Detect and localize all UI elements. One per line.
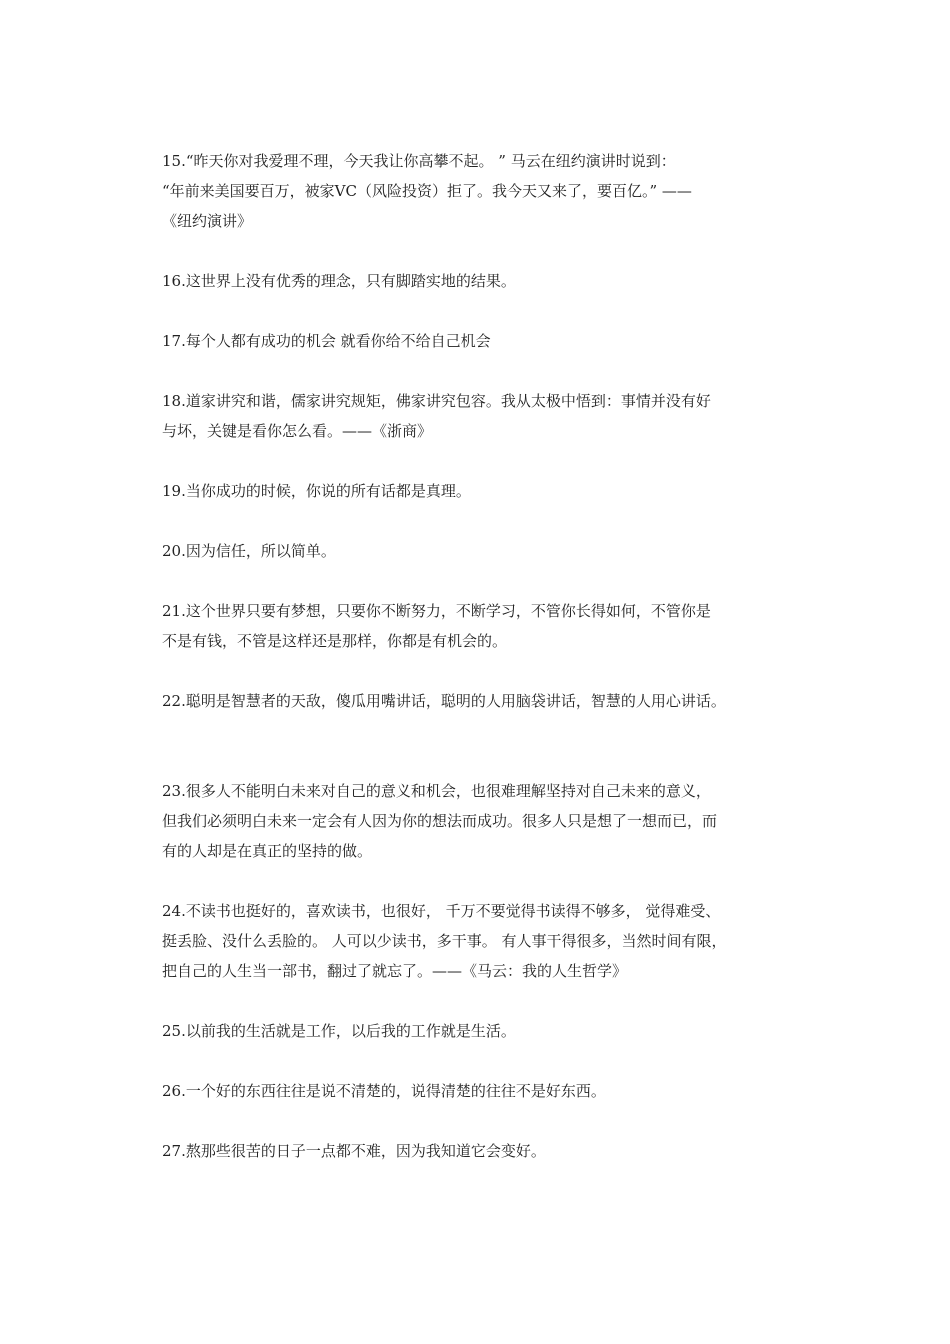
quote-line: 有的人却是在真正的坚持的做。	[162, 842, 373, 860]
quote-line: 16.这世界上没有优秀的理念，只有脚踏实地的结果。	[162, 272, 516, 290]
quote-22	[162, 686, 802, 716]
quote-line: 15.“昨天你对我爱理不理，今天我让你高攀不起。 ” 马云在纽约演讲时说到：	[162, 152, 676, 170]
quote-line: 26.一个好的东西往往是说不清楚的，说得清楚的往往不是好东西。	[162, 1082, 606, 1100]
quote-line: 《纽约演讲》	[162, 212, 253, 230]
quote-line: 24.不读书也挺好的，喜欢读书，也很好， 千万不要觉得书读得不够多， 觉得难受、	[162, 902, 721, 920]
quote-line: 但我们必须明白未来一定会有人因为你的想法而成功。很多人只是想了一想而已，而	[162, 812, 718, 830]
quote-line: 23.很多人不能明白未来对自己的意义和机会，也很难理解坚持对自己未来的意义，	[162, 782, 711, 800]
quote-21	[162, 596, 802, 656]
quote-line: 20.因为信任，所以简单。	[162, 542, 336, 560]
quote-line: 21.这个世界只要有梦想，只要你不断努力，不断学习，不管你长得如何，不管你是	[162, 602, 711, 620]
quote-line: 25.以前我的生活就是工作，以后我的工作就是生活。	[162, 1022, 516, 1040]
quote-line: 17.每个人都有成功的机会 就看你给不给自己机会	[162, 332, 491, 350]
quote-line: 19.当你成功的时候，你说的所有话都是真理。	[162, 482, 471, 500]
quote-25	[162, 1016, 802, 1046]
quote-line: 挺丢脸、没什么丢脸的。 人可以少读书，多干事。 有人事干得很多，当然时间有限，	[162, 932, 727, 950]
quote-18	[162, 386, 802, 446]
quote-line: 18.道家讲究和谐，儒家讲究规矩，佛家讲究包容。我从太极中悟到：事情并没有好	[162, 392, 711, 410]
quote-line: 27.熬那些很苦的日子一点都不难，因为我知道它会变好。	[162, 1142, 546, 1160]
quote-20	[162, 536, 802, 566]
quote-line: 与坏，关键是看你怎么看。——《浙商》	[162, 422, 433, 440]
quote-15	[162, 146, 802, 236]
quote-line: 不是有钱，不管是这样还是那样，你都是有机会的。	[162, 632, 508, 650]
quote-27	[162, 1136, 802, 1166]
quote-24	[162, 896, 802, 986]
quote-26	[162, 1076, 802, 1106]
quote-line: 把自己的人生当一部书，翻过了就忘了。——《马云：我的人生哲学》	[162, 962, 628, 980]
quote-17	[162, 326, 802, 356]
document-page	[162, 146, 802, 1166]
quote-line: 22.聪明是智慧者的天敌，傻瓜用嘴讲话，聪明的人用脑袋讲话，智慧的人用心讲话。	[162, 692, 726, 710]
quote-23	[162, 776, 802, 866]
quote-19	[162, 476, 802, 506]
quote-line: “年前来美国要百万，被家VC（风险投资）拒了。我今天又来了，要百亿。” ——	[162, 182, 692, 200]
quote-16	[162, 266, 802, 296]
